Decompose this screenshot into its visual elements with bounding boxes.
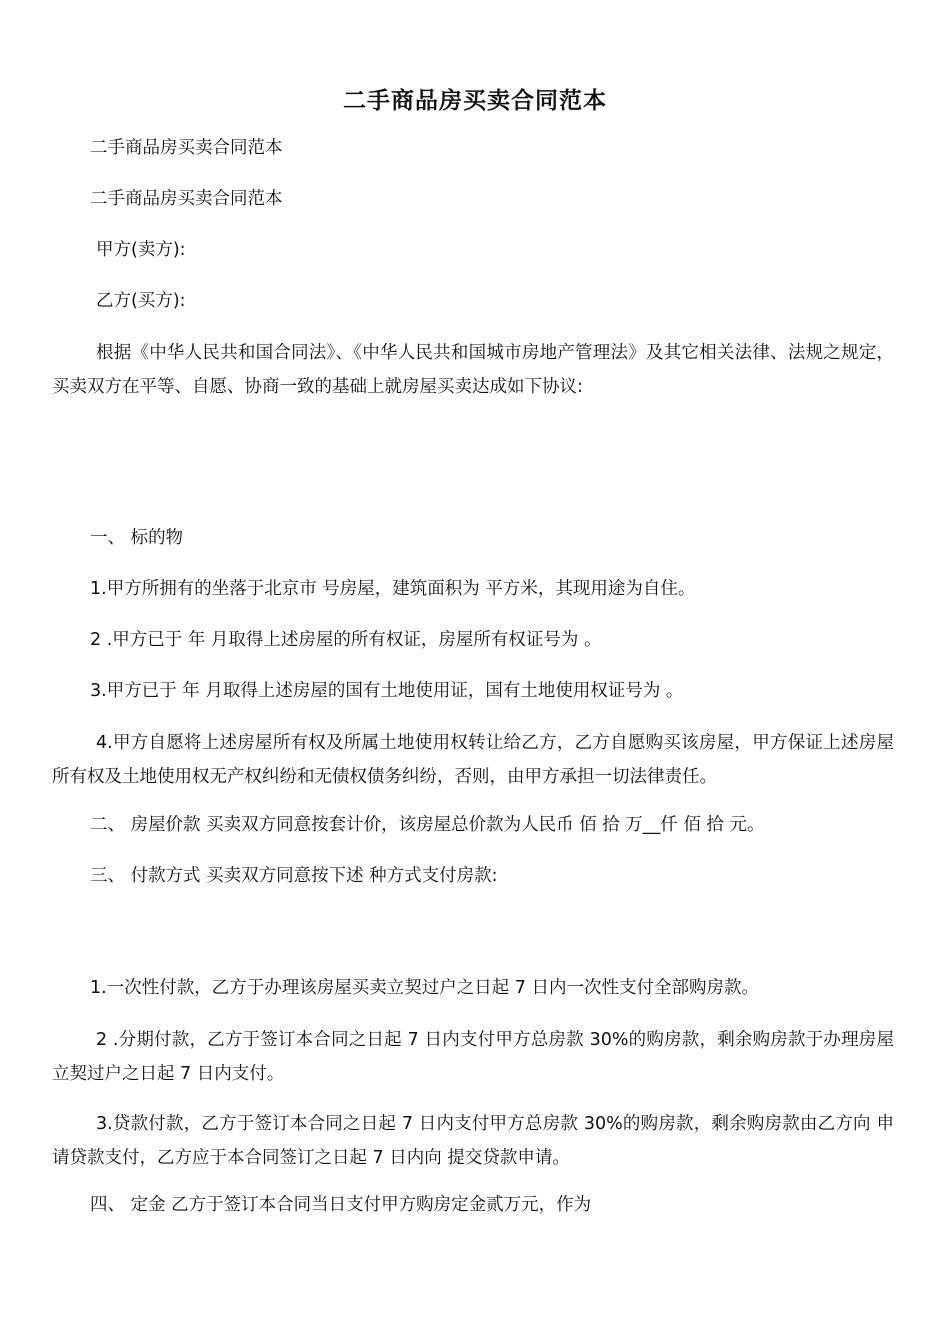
- section-heading: 三、 付款方式 买卖双方同意按下述 种方式支付房款:: [90, 866, 498, 886]
- clause-item: 2 .甲方已于 年 月取得上述房屋的所有权证，房屋所有权证号为 。: [90, 630, 602, 650]
- section-heading: 一、 标的物: [90, 528, 184, 548]
- section-heading: 二、 房屋价款 买卖双方同意按套计价，该房屋总价款为人民币 佰 拾 万__仟 佰 拾 元。: [90, 815, 765, 835]
- section-heading: 四、 定金 乙方于签订本合同当日支付甲方购房定金贰万元，作为: [90, 1195, 592, 1215]
- clause-paragraph: 3.贷款付款，乙方于签订本合同之日起 7 日内支付甲方总房款 30%的购房款，剩余购房款由乙方向 申请贷款支付，乙方应于本合同签订之日起 7 日内向 提交贷款申请。: [52, 1114, 894, 1168]
- party-b-label: 乙方(买方):: [96, 291, 186, 311]
- clause-paragraph: 2 .分期付款，乙方于签订本合同之日起 7 日内支付甲方总房款 30%的购房款，剩余购房款于办理房屋立契过户之日起 7 日内支付。: [52, 1030, 894, 1084]
- preamble-paragraph: 根据《中华人民共和国合同法》、《中华人民共和国城市房地产管理法》及其它相关法律、法规之规定，买卖双方在平等、自愿、协商一致的基础上就房屋买卖达成如下协议:: [52, 343, 894, 397]
- document-title: 二手商品房买卖合同范本: [343, 88, 607, 114]
- clause-paragraph: 4.甲方自愿将上述房屋所有权及所属土地使用权转让给乙方，乙方自愿购买该房屋，甲方保证上述房屋所有权及土地使用权无产权纠纷和无债权债务纠纷，否则，由甲方承担一切法律责任。: [52, 733, 894, 787]
- party-a-label: 甲方(卖方):: [96, 240, 186, 260]
- subtitle-line: 二手商品房买卖合同范本: [90, 189, 283, 209]
- clause-item: 1.甲方所拥有的坐落于北京市 号房屋，建筑面积为 平方米，其现用途为自住。: [90, 579, 696, 599]
- clause-item: 3.甲方已于 年 月取得上述房屋的国有土地使用证，国有土地使用权证号为 。: [90, 681, 684, 701]
- subtitle-line: 二手商品房买卖合同范本: [90, 138, 283, 158]
- clause-item: 1.一次性付款，乙方于办理该房屋买卖立契过户之日起 7 日内一次性支付全部购房款。: [90, 978, 759, 998]
